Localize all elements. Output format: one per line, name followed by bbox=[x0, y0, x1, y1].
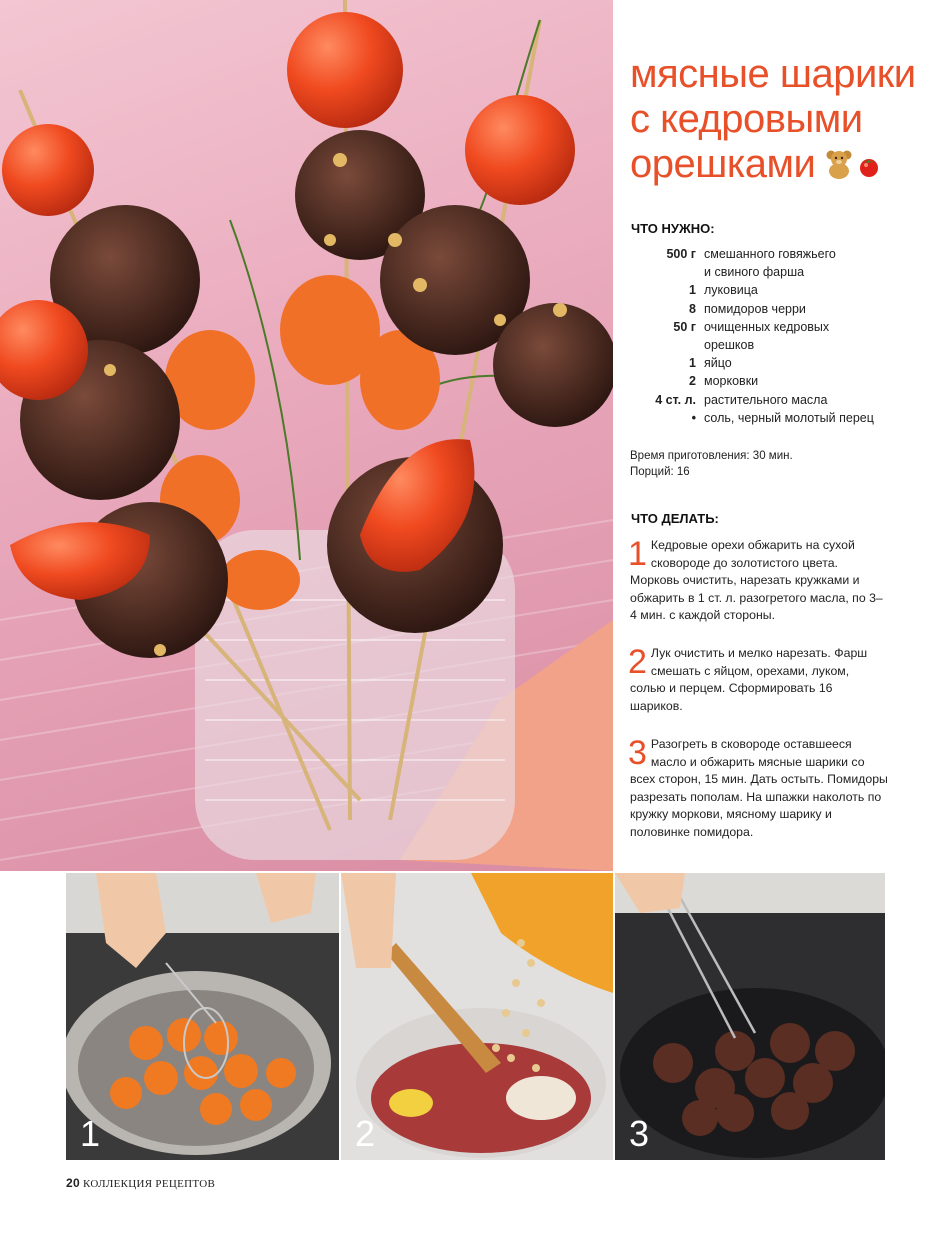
ingredient-text: и свиного фарша bbox=[704, 265, 805, 280]
recipe-meta bbox=[630, 448, 793, 480]
ingredient-qty: 500 г bbox=[666, 247, 696, 261]
ingredient-qty: 50 г bbox=[673, 319, 696, 334]
hero-photo bbox=[0, 0, 613, 871]
step-text: Лук очистить и мелко нарезать. Фарш смешать с яйцом, орехами, луком, солью и перцем. Сформировать 16 шариков. bbox=[630, 646, 868, 713]
title-line-3 bbox=[630, 142, 930, 189]
method-heading: ЧТО ДЕЛАТЬ: bbox=[631, 511, 719, 526]
ingredient-text: смешанного говяжьего bbox=[704, 247, 836, 261]
step-number: 3 bbox=[628, 734, 647, 772]
step-photo-number: 2 bbox=[355, 1113, 376, 1154]
ingredient-row bbox=[630, 318, 930, 336]
teddy-bear-icon bbox=[827, 150, 852, 179]
step-number: 1 bbox=[628, 535, 647, 573]
ingredient-text: очищенных кедровых bbox=[704, 319, 830, 334]
ingredient-row bbox=[630, 281, 930, 299]
ingredient-qty: 2 bbox=[689, 374, 696, 389]
difficulty-icons bbox=[823, 144, 881, 189]
ingredient-text: растительного масла bbox=[704, 392, 828, 407]
ingredient-row bbox=[630, 263, 930, 281]
ingredient-row bbox=[630, 245, 930, 263]
page-footer bbox=[66, 1176, 215, 1190]
ingredient-qty: 1 bbox=[689, 283, 696, 298]
ingredient-text: орешков bbox=[704, 338, 755, 353]
title-line-1: мясные шарики bbox=[630, 52, 916, 96]
frying-meatballs-illustration bbox=[615, 873, 885, 1160]
step-number: 2 bbox=[628, 643, 647, 681]
page-number: 20 bbox=[66, 1176, 80, 1190]
ingredient-text: морковки bbox=[704, 374, 759, 389]
servings: Порций: 16 bbox=[630, 466, 690, 478]
ingredient-row bbox=[630, 354, 930, 372]
ingredient-text: соль, черный молотый перец bbox=[704, 410, 874, 425]
step-2 bbox=[630, 645, 888, 715]
step-photo-number: 1 bbox=[80, 1113, 101, 1154]
tomato-icon bbox=[860, 159, 878, 177]
title-line-3-text: орешками bbox=[630, 142, 816, 186]
step-text: Кедровые орехи обжарить на сухой сковороде до золотистого цвета. Морковь очистить, нарезать кружками и обжарить в 1 ст. л. разогретого масла, по 3–4 мин. с каждой стороны. bbox=[630, 538, 883, 622]
step-1 bbox=[630, 537, 888, 625]
ingredient-qty bbox=[630, 263, 704, 281]
ingredient-qty: 4 ст. л. bbox=[655, 392, 696, 407]
ingredient-text: яйцо bbox=[704, 356, 732, 371]
ingredient-text: луковица bbox=[704, 283, 758, 298]
step-photo-number: 3 bbox=[629, 1113, 650, 1154]
frying-carrots-illustration bbox=[66, 873, 339, 1160]
step-photo-1 bbox=[66, 873, 339, 1160]
mixing-mince-illustration bbox=[341, 873, 613, 1160]
ingredient-row bbox=[630, 409, 930, 427]
ingredient-qty: 1 bbox=[689, 356, 696, 371]
ingredients-heading: ЧТО НУЖНО: bbox=[631, 221, 715, 236]
ingredient-row bbox=[630, 372, 930, 390]
step-text: Разогреть в сковороде оставшееся масло и обжарить мясные шарики со всех сторон, 15 мин. Дать остыть. Помидоры разрезать пополам. На шпажки наколоть по кружку моркови, мясному шарику и половинке помидора. bbox=[630, 737, 888, 839]
ingredient-text: помидоров черри bbox=[704, 301, 806, 316]
cook-time: Время приготовления: 30 мин. bbox=[630, 450, 793, 462]
recipe-title bbox=[630, 52, 930, 189]
step-3 bbox=[630, 736, 888, 841]
ingredient-row bbox=[630, 300, 930, 318]
title-line-2: с кедровыми bbox=[630, 97, 863, 141]
ingredient-qty bbox=[630, 336, 704, 354]
meatball-skewers-illustration bbox=[0, 0, 613, 871]
ingredient-qty: 8 bbox=[689, 301, 696, 316]
step-photo-2 bbox=[341, 873, 613, 1160]
ingredient-row bbox=[630, 336, 930, 354]
series-name: КОЛЛЕКЦИЯ РЕЦЕПТОВ bbox=[83, 1178, 216, 1190]
ingredient-row bbox=[630, 391, 930, 409]
ingredient-bullet: • bbox=[691, 410, 696, 425]
step-photo-3 bbox=[615, 873, 885, 1160]
ingredients-list bbox=[630, 245, 930, 427]
